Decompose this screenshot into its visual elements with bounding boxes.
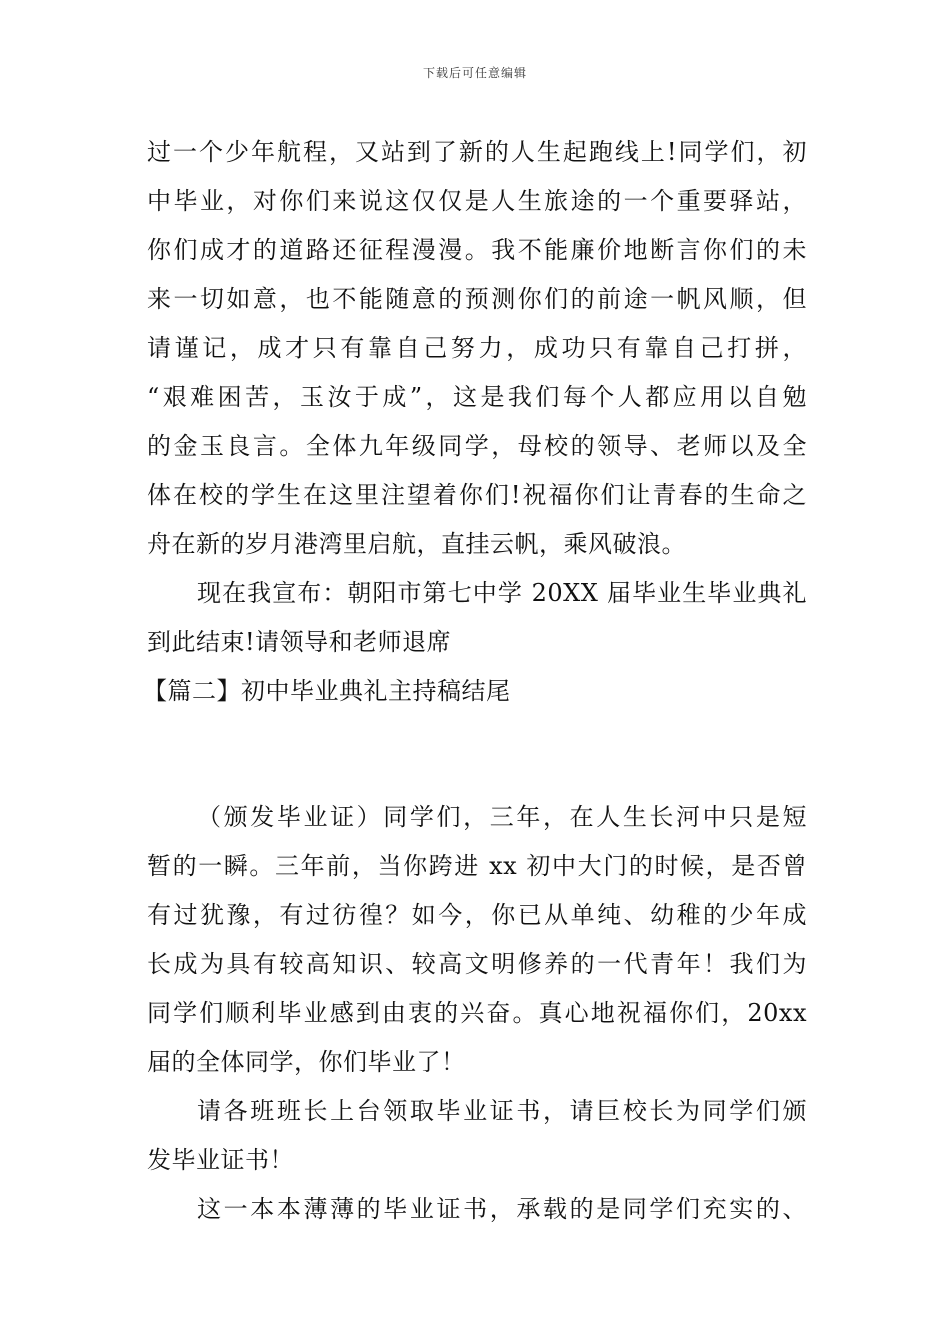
section-heading: 【篇二】初中毕业典礼主持稿结尾 xyxy=(143,677,511,705)
text-line: 长成为具有较高知识、较高文明修养的一代青年！我们为 xyxy=(147,950,807,978)
text-line: 届的全体同学，你们毕业了！ xyxy=(147,1048,466,1076)
text-line: 你们成才的道路还征程漫漫。我不能廉价地断言你们的未 xyxy=(147,236,807,264)
paragraph xyxy=(147,793,807,1087)
paragraph xyxy=(147,128,807,569)
text-line: 同学们顺利毕业感到由衷的兴奋。真心地祝福你们，20xx xyxy=(147,999,807,1027)
text-line: 体在校的学生在这里注望着你们!祝福你们让青春的生命之 xyxy=(147,481,807,509)
text-line: 的金玉良言。全体九年级同学，母校的领导、老师以及全 xyxy=(147,432,807,460)
text-line: 这一本本薄薄的毕业证书，承载的是同学们充实的、 xyxy=(197,1195,807,1223)
paragraph xyxy=(147,569,807,667)
text-line: 舟在新的岁月港湾里启航，直挂云帆，乘风破浪。 xyxy=(147,530,686,558)
text-line: （颁发毕业证）同学们，三年，在人生长河中只是短 xyxy=(197,803,807,831)
paragraph xyxy=(147,1087,807,1185)
spacer xyxy=(147,716,807,793)
text-line: 现在我宣布：朝阳市第七中学 20XX 届毕业生毕业典礼 xyxy=(197,579,807,607)
text-line: 过一个少年航程，又站到了新的人生起跑线上!同学们，初 xyxy=(147,138,807,166)
text-line: 来一切如意，也不能随意的预测你们的前途一帆风顺，但 xyxy=(147,285,807,313)
text-line: 暂的一瞬。三年前，当你跨进 xx 初中大门的时候，是否曾 xyxy=(147,852,807,880)
text-line: 中毕业，对你们来说这仅仅是人生旅途的一个重要驿站， xyxy=(147,187,807,215)
text-line: 请各班班长上台领取毕业证书，请巨校长为同学们颁 xyxy=(197,1097,807,1125)
text-line: “艰难困苦，玉汝于成”，这是我们每个人都应用以自勉 xyxy=(147,383,807,411)
text-line: 请谨记，成才只有靠自己努力，成功只有靠自己打拼， xyxy=(147,334,807,362)
document-body xyxy=(143,128,807,1234)
text-line: 发毕业证书！ xyxy=(147,1146,294,1174)
text-line: 有过犹豫，有过彷徨？如今，你已从单纯、幼稚的少年成 xyxy=(147,901,807,929)
paragraph xyxy=(147,1185,807,1234)
text-line: 到此结束!请领导和老师退席 xyxy=(147,628,452,656)
page-header: 下载后可任意编辑 xyxy=(422,66,527,80)
